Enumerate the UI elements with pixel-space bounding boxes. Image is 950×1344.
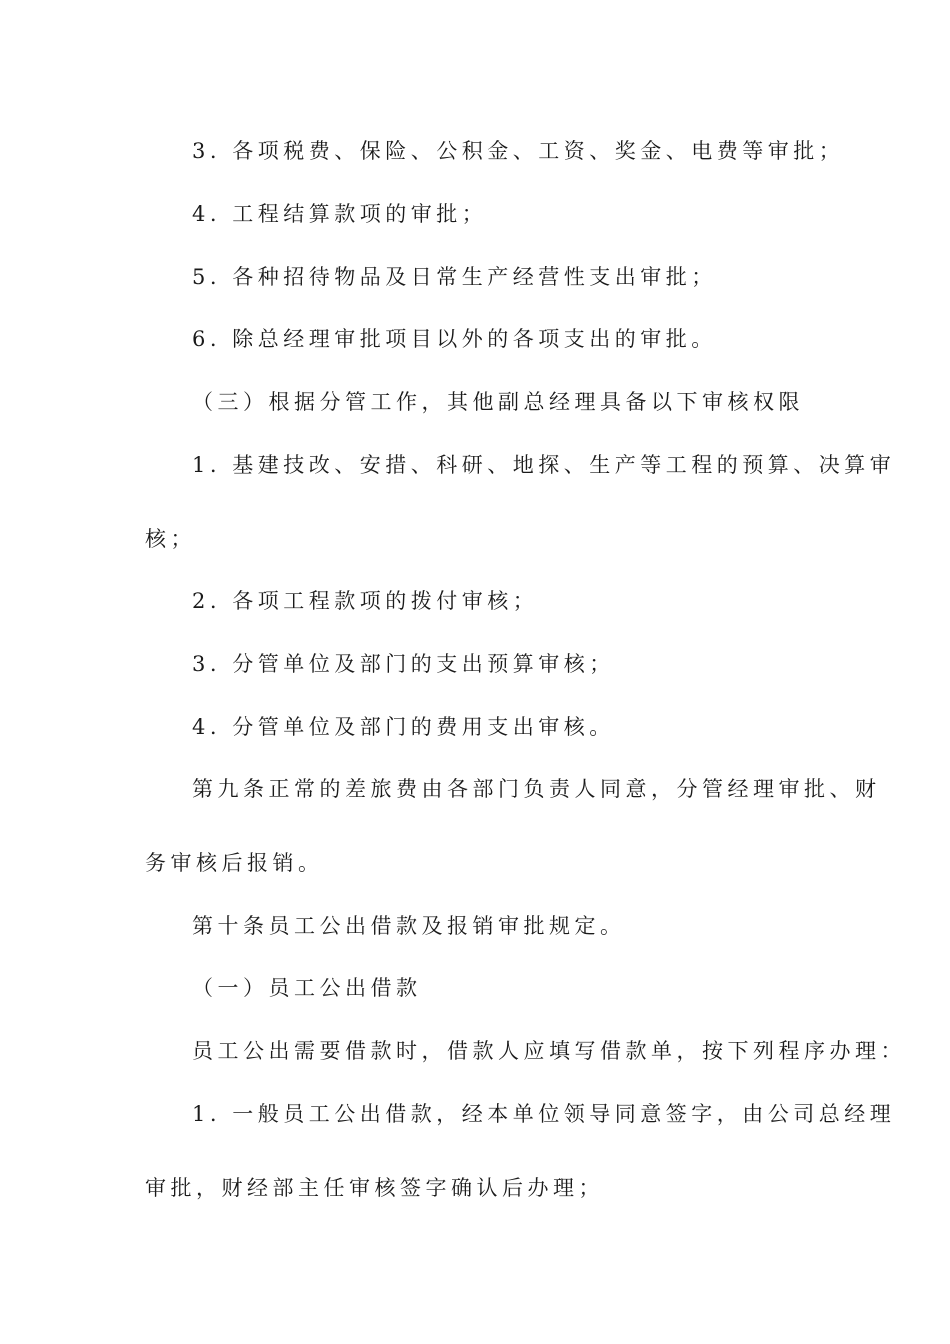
text-line: 4. 分管单位及部门的费用支出审核。	[192, 715, 615, 739]
text-line: 3. 分管单位及部门的支出预算审核；	[192, 652, 615, 676]
text-line: 审批，财经部主任审核签字确认后办理；	[145, 1176, 604, 1200]
text-line: 核；	[145, 527, 196, 551]
article-line: 第九条正常的差旅费由各部门负责人同意，分管经理审批、财	[192, 777, 881, 801]
text-line: 员工公出需要借款时，借款人应填写借款单，按下列程序办理：	[192, 1039, 906, 1063]
text-line: 4. 工程结算款项的审批；	[192, 202, 488, 226]
text-line: 2. 各项工程款项的拨付审核；	[192, 589, 539, 613]
text-line: 务审核后报销。	[145, 851, 324, 875]
text-line: 3. 各项税费、保险、公积金、工资、奖金、电费等审批；	[192, 139, 845, 163]
text-line: 1. 一般员工公出借款，经本单位领导同意签字，由公司总经理	[192, 1102, 896, 1126]
article-line: 第十条员工公出借款及报销审批规定。	[192, 914, 626, 938]
text-line: 5. 各种招待物品及日常生产经营性支出审批；	[192, 265, 717, 289]
text-line: 6. 除总经理审批项目以外的各项支出的审批。	[192, 327, 717, 351]
section-heading: （三）根据分管工作，其他副总经理具备以下审核权限	[192, 390, 804, 414]
section-heading: （一）员工公出借款	[192, 976, 422, 1000]
text-line: 1. 基建技改、安措、科研、地探、生产等工程的预算、决算审	[192, 453, 896, 477]
